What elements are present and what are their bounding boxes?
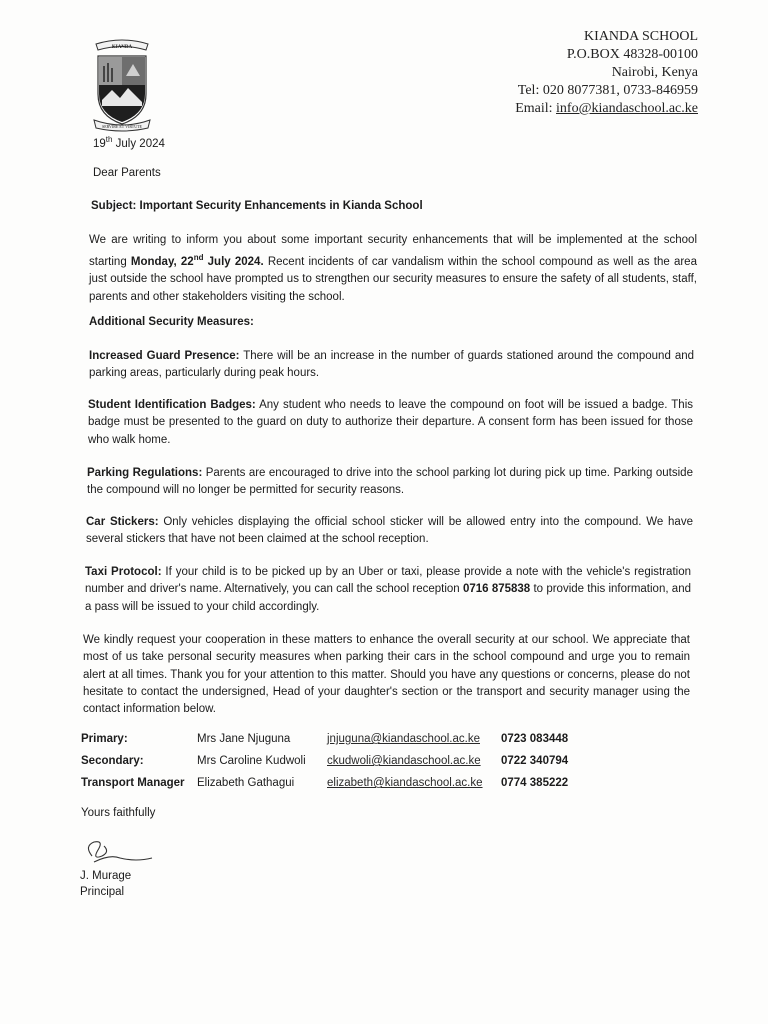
contact-role: Primary: [81, 733, 128, 745]
contacts-list [81, 733, 601, 799]
contact-phone: 0774 385222 [501, 777, 569, 789]
measure-car-stickers: Car Stickers: Only vehicles displaying the official school sticker will be allowed entry into the compound. We have several stickers that have not been claimed at the school reception. [86, 516, 693, 546]
contact-row [81, 755, 601, 777]
contact-row [81, 777, 601, 799]
contact-phone: 0723 083448 [501, 733, 569, 745]
subject-line: Subject: Important Security Enhancements in Kianda School [91, 200, 423, 212]
contact-name: Elizabeth Gathagui [197, 777, 295, 789]
contact-name: Mrs Jane Njuguna [197, 733, 291, 745]
contact-row [81, 733, 601, 755]
city: Nairobi, Kenya [611, 65, 698, 80]
school-email-link[interactable]: info@kiandaschool.ac.ke [556, 101, 698, 116]
school-crest-logo [88, 36, 156, 132]
letter-date: 19th July 2024 [93, 135, 165, 150]
contact-name: Mrs Caroline Kudwoli [197, 755, 306, 767]
contact-email-link[interactable]: ckudwoli@kiandaschool.ac.ke [327, 755, 481, 767]
svg-text:KIANDA: KIANDA [111, 45, 133, 50]
email-line: Email: info@kiandaschool.ac.ke [515, 101, 698, 116]
greeting: Dear Parents [93, 167, 161, 179]
contact-role: Transport Manager [81, 777, 185, 789]
signer-name: J. Murage [80, 870, 132, 882]
measure-id-badges: Student Identification Badges: Any student who needs to leave the compound on foot will be issued a badge. This badge must be presented to the guard on duty to authorize their departure. A consent form has been issued for those who walk home. [88, 399, 694, 446]
contact-role: Secondary: [81, 755, 144, 767]
intro-paragraph: We are writing to inform you about some important security enhancements that will be implemented at the school starting Monday, 22nd July 2024. Recent incidents of car vandalism within the school compound as well as the area just outside the school have prompted us to strengthen our security measures to ensure the safety of all students, staff, parents and other stakeholders visiting the school. [89, 234, 697, 303]
closing-salutation: Yours faithfully [81, 807, 156, 819]
letterhead-address [515, 28, 698, 118]
signer-title: Principal [80, 886, 125, 898]
svg-text:SERVIRE ET VIRTUTE: SERVIRE ET VIRTUTE [102, 124, 142, 129]
signature-mark [80, 832, 160, 872]
signer-block [80, 868, 131, 900]
contact-phone: 0722 340794 [501, 755, 569, 767]
contact-email-link[interactable]: elizabeth@kiandaschool.ac.ke [327, 777, 483, 789]
measure-guard-presence: Increased Guard Presence: There will be an increase in the number of guards stationed around the compound and parking areas, particularly during peak hours. [89, 350, 695, 380]
contact-email-link[interactable]: jnjuguna@kiandaschool.ac.ke [327, 733, 480, 745]
measure-taxi-protocol: Taxi Protocol: If your child is to be picked up by an Uber or taxi, please provide a note with the vehicle's registration number and driver's name. Alternatively, you can call the school reception 0716 875838 to provide this information, and a pass will be issued to your child accordingly. [85, 566, 691, 613]
school-name: KIANDA SCHOOL [584, 29, 698, 44]
telephone: Tel: 020 8077381, 0733-846959 [517, 83, 698, 98]
po-box: P.O.BOX 48328-00100 [566, 47, 698, 62]
measure-parking: Parking Regulations: Parents are encouraged to drive into the school parking lot during pick up time. Parking outside the compound will no longer be permitted for security reasons. [87, 467, 693, 497]
closing-paragraph: We kindly request your cooperation in these matters to enhance the overall security at our school. We appreciate that most of us take personal security measures when parking their cars in the school compound and urge you to remain alert at all times. Thank you for your attention to this matter. Should you have any questions or concerns, please do not hesitate to contact the undersigned, Head of your daughter's section or the transport and security manager using the contact information below. [83, 634, 690, 716]
measures-heading: Additional Security Measures: [89, 316, 254, 328]
